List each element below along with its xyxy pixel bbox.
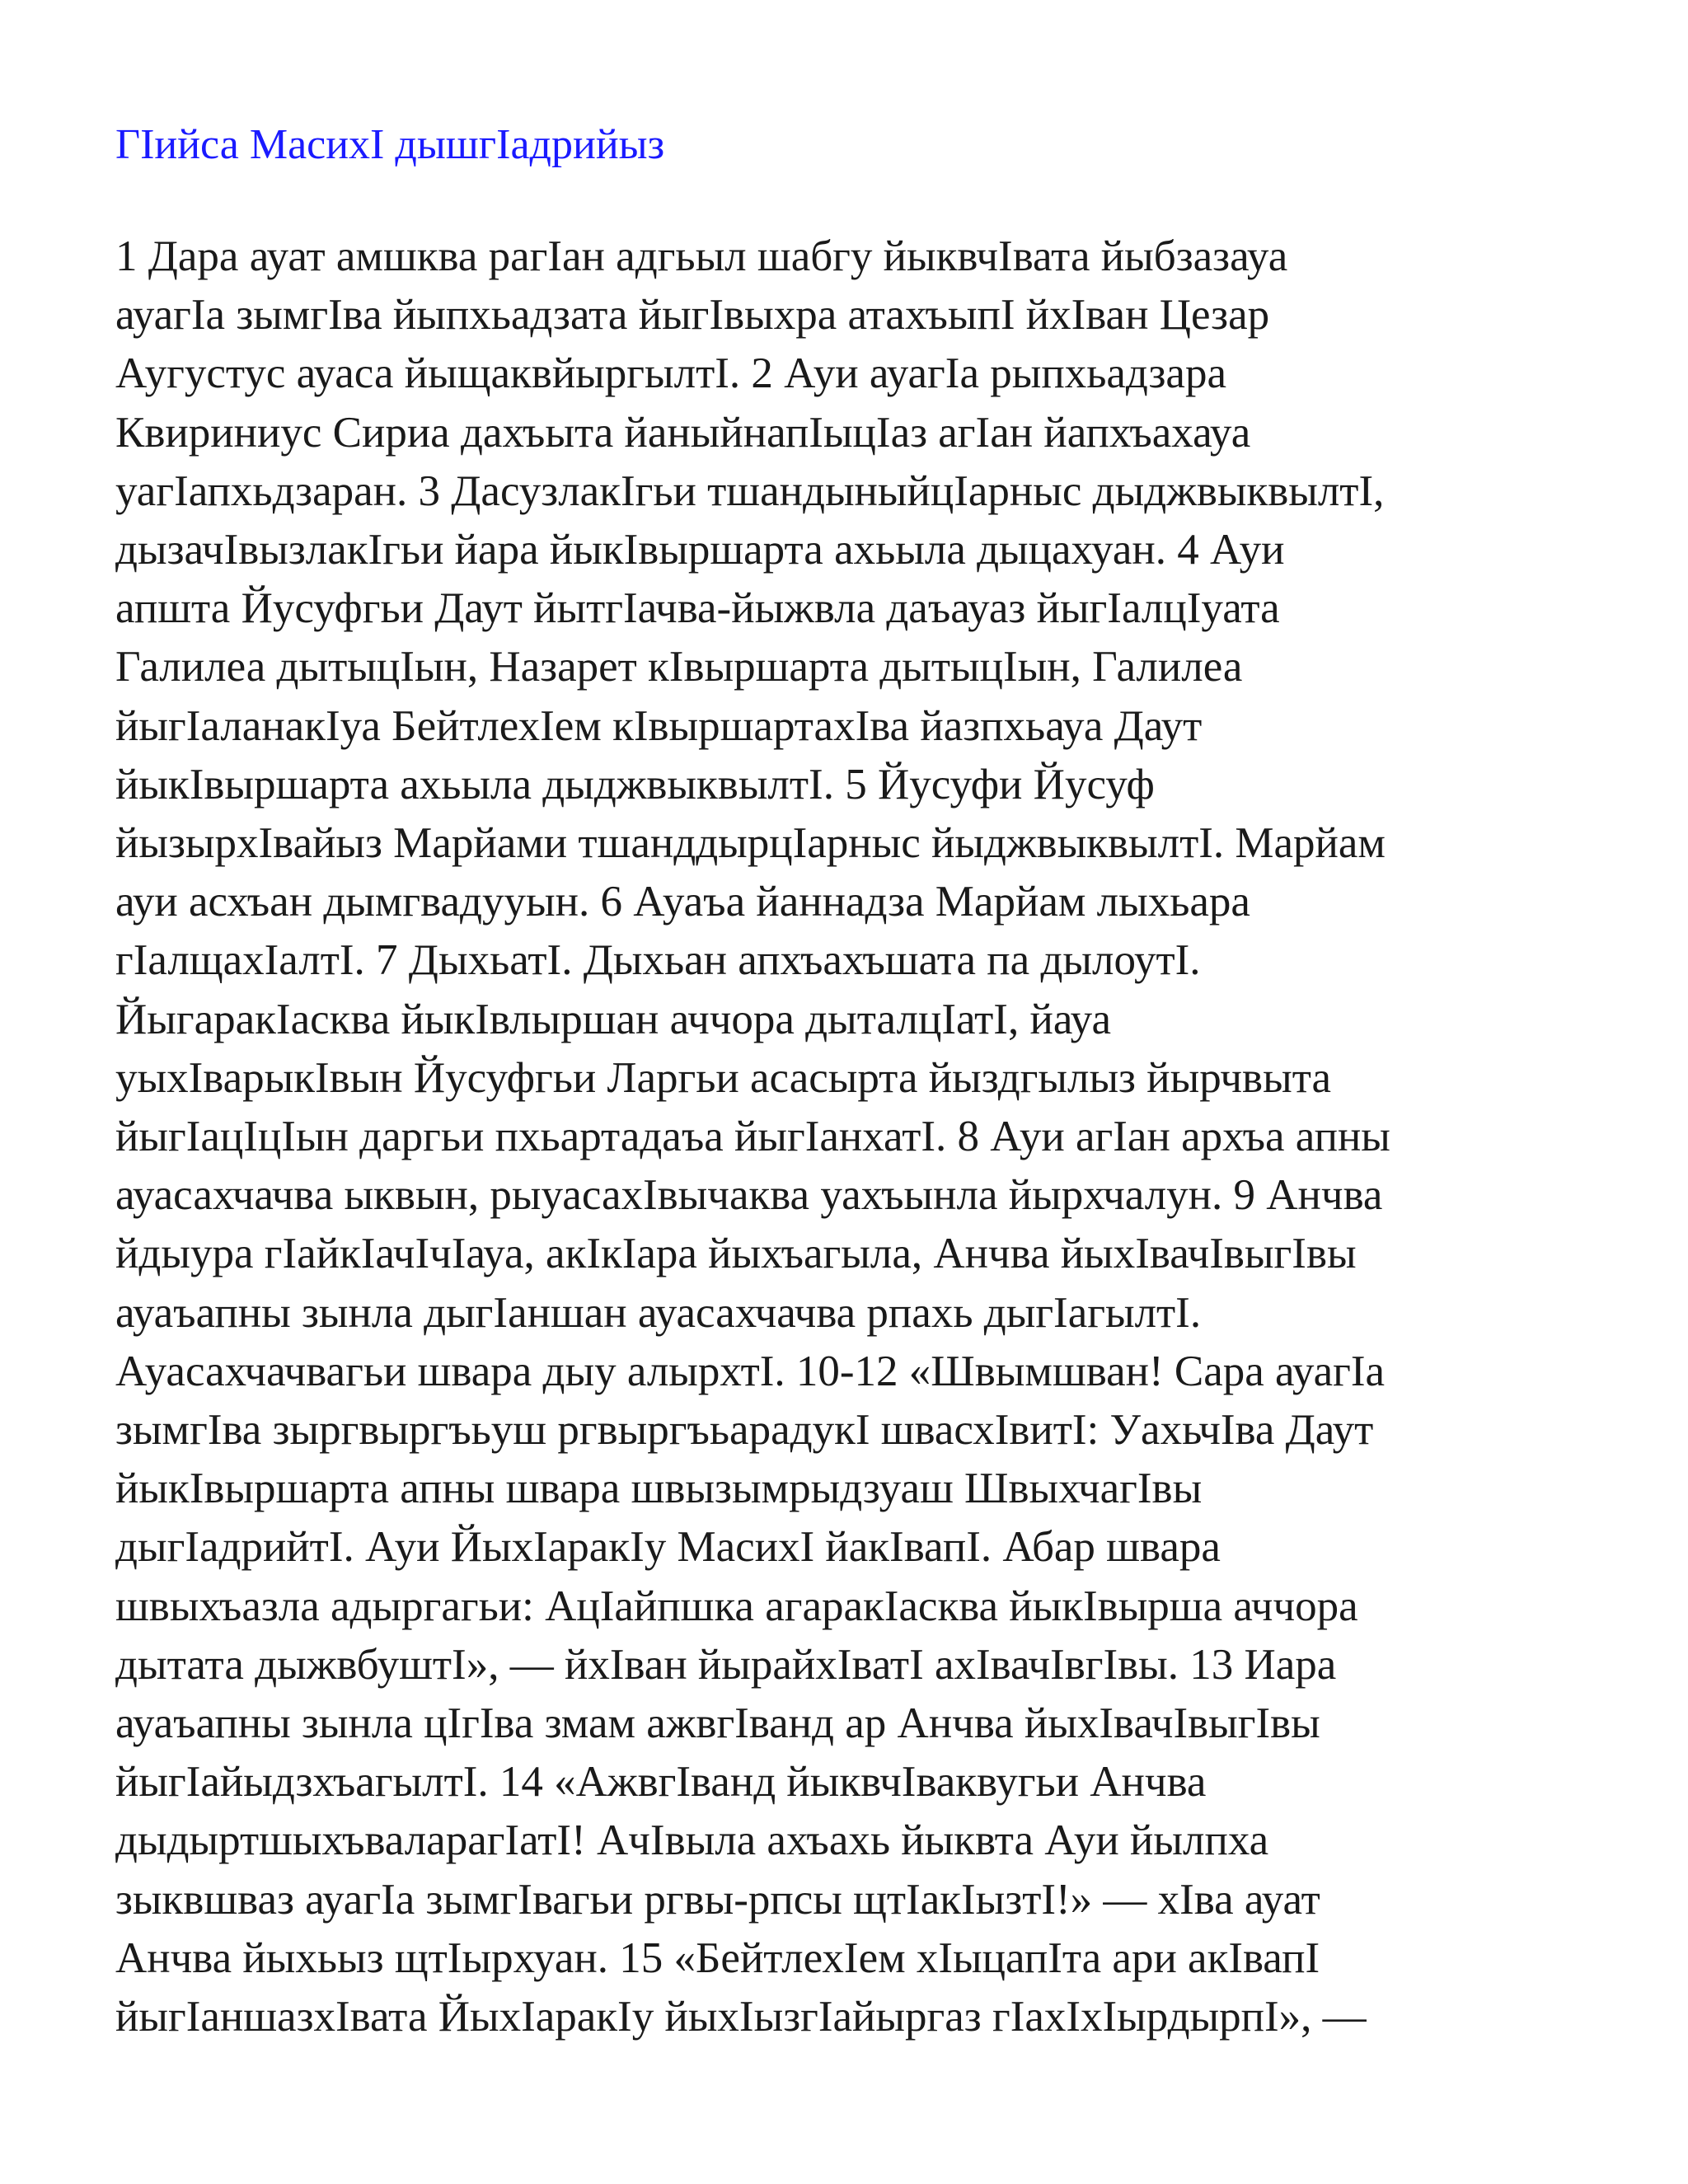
- body-line: Анчва йыхьыз щтӀырхуан. 15 «БейтлехӀем хӀыцапӀта ари акӀвапӀ: [115, 1933, 1320, 1982]
- body-line: йыкӀвыршарта апны швара швызымрыдзуаш ШвыхчагӀвы: [115, 1465, 1203, 1513]
- body-line: ЙыгаракӀасква йыкӀвлыршан аччора дыталцӀатӀ, йауа: [115, 995, 1111, 1043]
- body-line: гӀалщахӀалтӀ. 7 ДыхьатӀ. Дыхьан апхъахъшата па дылоутӀ.: [115, 936, 1201, 985]
- body-line: дытата дыжвбуштӀ», — йхӀван йырайхӀватӀ ахӀвачӀвгӀвы. 13 Иара: [115, 1640, 1337, 1689]
- body-line: Аугустус ауаса йыщаквйыргылтӀ. 2 Ауи ауагӀа рыпхьадзара: [115, 349, 1226, 398]
- body-line: ауагӀа зымгӀва йыпхьадзата йыгӀвыхра атахъыпӀ йхӀван Цезар: [115, 291, 1270, 340]
- body-line: швыхъазла адыргагьи: АцӀайпшка агаракӀасква йыкӀвырша аччора: [115, 1582, 1358, 1630]
- body-line: Квириниус Сириа дахъыта йаныйнапӀыцӀаз агӀан йапхъахауа: [115, 408, 1251, 457]
- body-line: йыгӀацӀцӀын даргьи пхьартадаъа йыгӀанхатӀ. 8 Ауи агӀан архъа апны: [115, 1113, 1390, 1161]
- body-line: дыдыртшыхъваларагӀатӀ! АчӀвыла ахъахь йыквта Ауи йылпха: [115, 1816, 1269, 1865]
- body-line: Ауасахчачвагьи швара дыу алырхтӀ. 10-12 «Швымшван! Сара ауагӀа: [115, 1347, 1386, 1395]
- body-line: дызачӀвызлакӀгьи йара йыкӀвыршарта ахьыла дыцахуан. 4 Ауи: [115, 526, 1285, 574]
- body-line: уыхӀварыкӀвын Йусуфгьи Ларгьи асасырта йыздгылыз йырчвыта: [115, 1053, 1332, 1102]
- body-line: Галилеа дытыцӀын, Назарет кӀвыршарта дытыцӀын, Галилеа: [115, 643, 1243, 691]
- document-body: [115, 227, 1582, 2046]
- body-line: йызырхӀвайыз Марйами тшанддырцӀарныс йыджвыквылтӀ. Марйам: [115, 819, 1386, 868]
- body-line: апшта Йусуфгьи Даут йытгӀачва-йыжвла даъауаз йыгӀалцӀуата: [115, 584, 1280, 633]
- body-line: йдыура гӀайкӀачӀчӀауа, акӀкӀара йыхъагыла, Анчва йыхӀвачӀвыгӀвы: [115, 1230, 1357, 1278]
- body-line: йыгӀаланакӀуа БейтлехӀем кӀвыршартахӀва йазпхьауа Даут: [115, 701, 1203, 750]
- body-line: зыквшваз ауагӀа зымгӀвагьи ргвы-рпсы щтӀакӀызтӀ!» — хӀва ауат: [115, 1875, 1320, 1924]
- body-line: йыгӀайыдзхъагылтӀ. 14 «АжвгӀванд йыквчӀваквугьи Анчва: [115, 1758, 1207, 1807]
- body-line: йыкӀвыршарта ахьыла дыджвыквылтӀ. 5 Йусуфи Йусуф: [115, 760, 1155, 808]
- body-line: ауаъапны зынла дыгӀаншан ауасахчачва рпахь дыгӀагылтӀ.: [115, 1288, 1202, 1337]
- body-line: ауаъапны зынла цӀгӀва змам ажвгӀванд ар Анчва йыхӀвачӀвыгӀвы: [115, 1699, 1320, 1748]
- body-line: йыгӀаншазхӀвата ЙыхӀаракӀу йыхӀызгӀайыргаз гӀахӀхӀырдырпӀ», —: [115, 1993, 1367, 2041]
- document-title: ГӀийса МасихӀ дышгӀадрийыз: [115, 121, 665, 168]
- body-line: ауасахчачва ыквын, рыуасахӀвычаква уахъынла йырхчалун. 9 Анчва: [115, 1171, 1383, 1220]
- body-line: ауи асхъан дымгвадууын. 6 Ауаъа йаннадза Марйам лыхьара: [115, 878, 1250, 926]
- body-line: дыгӀадрийтӀ. Ауи ЙыхӀаракӀу МасихӀ йакӀвапӀ. Абар швара: [115, 1523, 1221, 1572]
- body-line: 1 Дара ауат амшква рагӀан адгьыл шабгу йыквчӀвата йыбзазауа: [115, 232, 1288, 280]
- body-line: уагӀапхьдзаран. 3 ДасузлакӀгьи тшандыныйцӀарныс дыджвыквылтӀ,: [115, 466, 1385, 515]
- body-line: зымгӀва зыргвыргъьуш ргвыргъьарадукӀ швасхӀвитӀ: УахьчӀва Даут: [115, 1406, 1374, 1455]
